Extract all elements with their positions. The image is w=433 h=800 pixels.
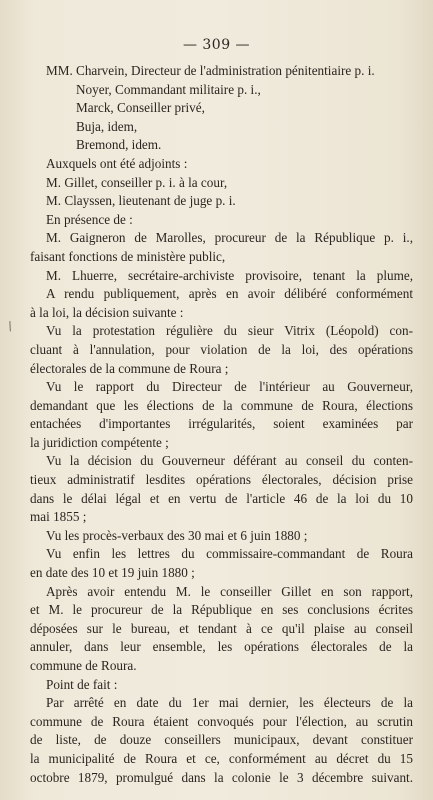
text-line: la municipalité de Roura et ce, conformément au décret du 15	[30, 750, 413, 766]
text-line: électorales de la commune de Roura ;	[30, 360, 229, 376]
text-line: Vu le rapport du Directeur de l'intérieur au Gouverneur,	[46, 379, 413, 395]
text-line: à la loi, la décision suivante :	[30, 304, 184, 320]
text-line: Point de fait :	[46, 676, 118, 692]
text-line: octobre 1879, promulgué dans la colonie le 3 décembre suivant.	[30, 769, 413, 785]
text-line: Auxquels ont été adjoints :	[46, 155, 188, 171]
text-line: A rendu publiquement, après en avoir délibéré conformément	[46, 286, 413, 302]
text-line: MM. Charvein, Directeur de l'administration pénitentiaire p. i.	[46, 63, 375, 78]
text-line: en date des 10 et 19 juin 1880 ;	[30, 565, 195, 581]
text-line: et M. le procureur de la République en ses conclusions écrites	[30, 602, 413, 618]
text-line: En présence de :	[46, 211, 133, 227]
text-line: cluant à l'annulation, pour violation de la loi, des opérations	[30, 341, 413, 357]
margin-mark: /	[5, 318, 15, 334]
text-line: annuler, dans leur ensemble, les opérations électorales de la	[30, 639, 413, 655]
text-line: Vu enfin les lettres du commissaire-commandant de Roura	[46, 546, 413, 562]
text-line: Vu la décision du Gouverneur déférant au conseil du conten-	[46, 453, 413, 469]
text-line: dans le délai légal et en vertu de l'article 46 de la loi du 10	[30, 490, 413, 506]
text-line: commune de Roura étaient convoqués pour l'élection, au scrutin	[30, 713, 413, 729]
text-line: Buja, idem,	[76, 118, 138, 134]
page-number: — 309 —	[182, 37, 251, 53]
text-line: demandant que les élections de la commune de Roura, élections	[30, 397, 413, 413]
text-line: la juridiction compétente ;	[30, 434, 169, 450]
text-line: Noyer, Commandant militaire p. i.,	[76, 81, 261, 97]
text-line: M. Gaigneron de Marolles, procureur de la République p. i.,	[46, 230, 413, 246]
text-line: Après avoir entendu M. le conseiller Gillet en son rapport,	[46, 583, 413, 599]
text-line: déposées sur le bureau, et tendant à ce qu'il plaise au conseil	[30, 620, 413, 636]
text-line: de liste, de douze conseillers municipaux, devant constituer	[30, 732, 413, 748]
body-text	[30, 62, 413, 787]
text-line: Par arrêté en date du 1er mai dernier, les électeurs de la	[46, 695, 413, 711]
text-line: commune de Roura.	[30, 658, 137, 673]
text-line: M. Lhuerre, secrétaire-archiviste provisoire, tenant la plume,	[46, 267, 413, 283]
text-line: faisant fonctions de ministère public,	[30, 248, 226, 264]
text-line: entachées d'importantes irrégularités, soient examinées par	[30, 416, 413, 432]
text-line: tieux administratif lesdites opérations électorales, décision prise	[30, 472, 413, 488]
text-line: Marck, Conseiller privé,	[76, 100, 205, 116]
text-line: M. Clayssen, lieutenant de juge p. i.	[46, 193, 236, 209]
text-line: mai 1855 ;	[30, 509, 87, 525]
text-line: Vu les procès-verbaux des 30 mai et 6 juin 1880 ;	[46, 527, 308, 543]
text-line: Bremond, idem.	[76, 137, 162, 153]
text-line: Vu la protestation régulière du sieur Vitrix (Léopold) con-	[46, 323, 413, 339]
text-line: M. Gillet, conseiller p. i. à la cour,	[46, 174, 228, 190]
